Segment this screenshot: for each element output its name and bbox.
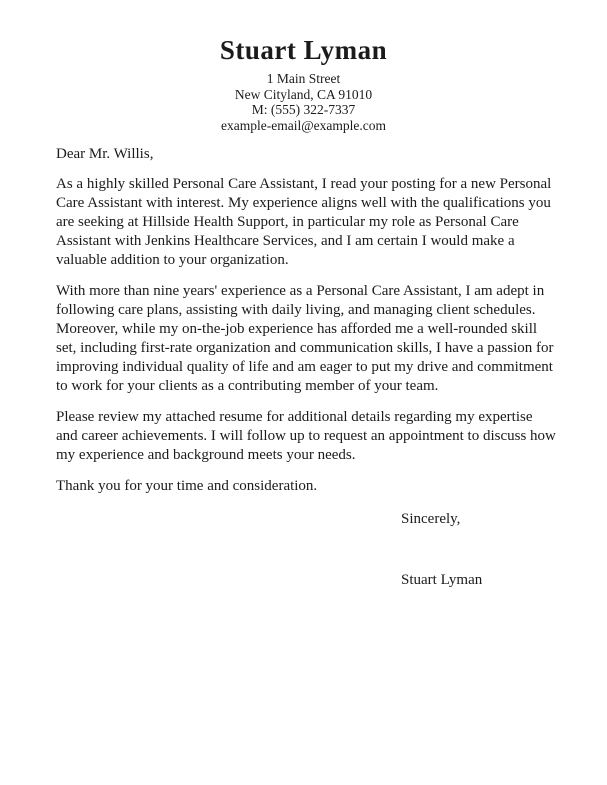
paragraph-experience: With more than nine years' experience as a Personal Care Assistant, I am adept in following care plans, assisting with daily living, and managing client schedules. Moreover, while my on-the-job experience has afforded me a well-rounded skill set, including first-rate organization and communication skills, I have a passion for improving individual quality of life and am eager to put my drive and commitment to work for your clients as a contributing member of your team.: [56, 283, 554, 394]
letter-header: [0, 0, 607, 133]
salutation: Dear Mr. Willis,: [56, 146, 154, 162]
signature-name: Stuart Lyman: [401, 572, 483, 588]
address-line-1: 1 Main Street: [266, 71, 341, 86]
closing-block: [401, 510, 557, 590]
letter-body: [0, 145, 607, 590]
email-line: example-email@example.com: [221, 117, 386, 133]
paragraph-thanks: Thank you for your time and consideration.: [56, 478, 318, 494]
phone-line: M: (555) 322-7337: [251, 102, 356, 117]
address-line-2: New Cityland, CA 91010: [234, 86, 373, 102]
paragraph-resume: Please review my attached resume for additional details regarding my expertise and career achievements. I will follow up to request an appointment to discuss how my experience and background meets your needs.: [56, 409, 556, 463]
contact-block: [0, 71, 607, 133]
paragraph-intro: As a highly skilled Personal Care Assistant, I read your posting for a new Personal Care Assistant with interest. My experience aligns well with the qualifications you are seeking at Hillside Health Support, in particular my role as Personal Care Assistant with Jenkins Healthcare Services, and I am certain I would make a valuable addition to your organization.: [56, 176, 552, 268]
closing: Sincerely,: [401, 511, 461, 527]
sender-name: Stuart Lyman: [219, 35, 388, 65]
